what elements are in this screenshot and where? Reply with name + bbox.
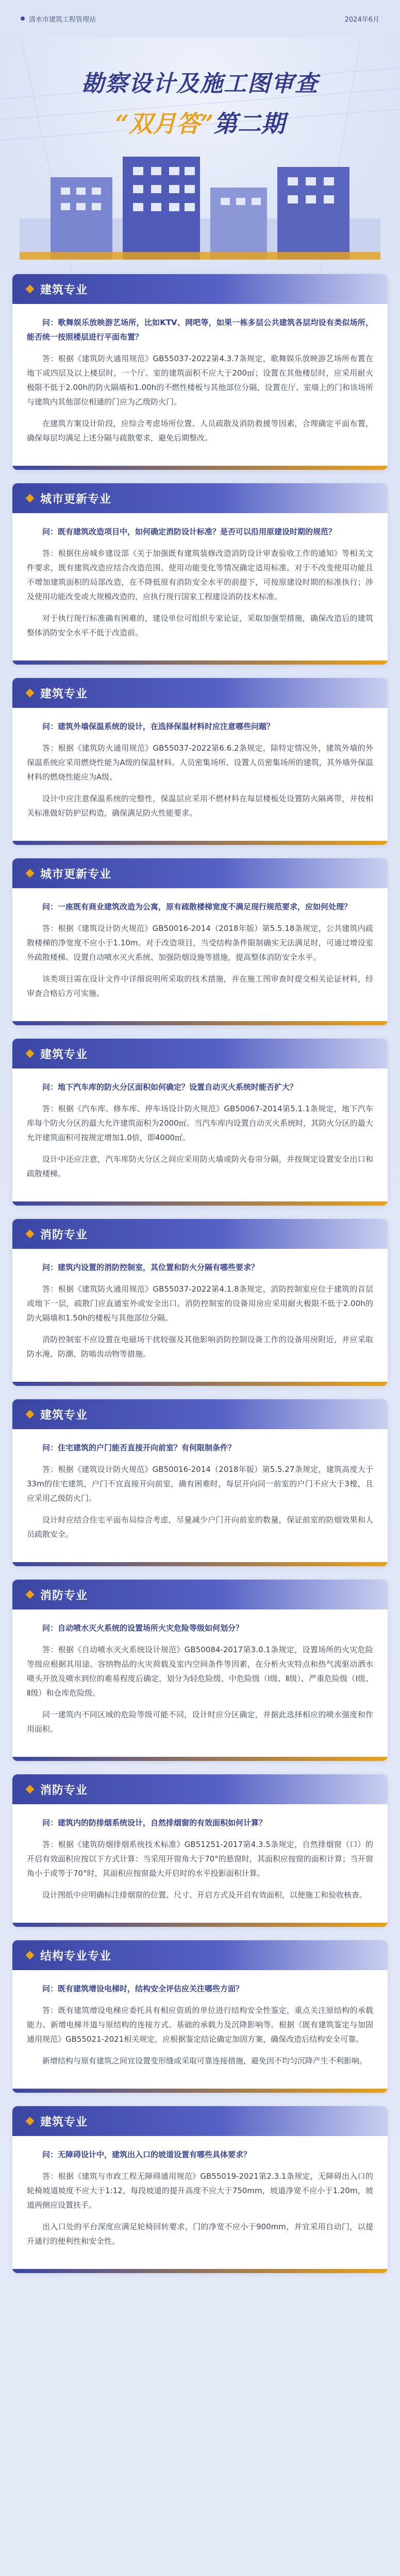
answer-text: 答：根据《建筑设计防火规范》GB50016-2014（2018年版）第5.5.27条规定，建筑高度大于33m的住宅建筑，户门不宜直接开向前室，确有困难时，每层开向同一前室的户门不应大于3樘，且应采用乙级防火门。 (27, 1465, 373, 1503)
section-title: 建筑专业 (40, 1048, 88, 1061)
section-header (12, 1580, 388, 1609)
answer-text: 该类项目需在设计文件中详细说明所采取的技术措施，并在施工图审查时提交相关论证材料，经审查合格后方可实施。 (27, 974, 373, 998)
section-title: 建筑专业 (40, 1409, 88, 1422)
qa-section (12, 274, 388, 470)
answer-text: 设计中应注意保温系统的完整性，保温层应采用不燃材料在每层楼板处设置防火隔离带，并按相关标准做好防护层构造，确保满足防火性能要求。 (27, 794, 373, 818)
section-header (12, 1774, 388, 1804)
hero-subtitle (0, 105, 400, 139)
answer-text: 消防控制室不应设置在电磁场干扰较强及其他影响消防控制设备工作的设备用房附近，并应采取防水淹、防潮、防啮齿动物等措施。 (27, 1335, 373, 1359)
question-text: 问：既有建筑增设电梯时，结构安全评估应关注哪些方面？ (42, 1984, 244, 1993)
section-header (12, 1219, 388, 1249)
section-divider (12, 1757, 388, 1761)
section-header (12, 678, 388, 708)
top-bar (0, 0, 400, 37)
section-divider (12, 841, 388, 845)
section-title: 建筑专业 (40, 283, 88, 297)
question-text: 问：建筑内设置的消防控制室，其位置和防火分隔有哪些要求？ (42, 1263, 259, 1272)
answer-text: 答：根据《建筑防火通用规范》GB55037-2022第4.3.7条规定，歌舞娱乐放映游艺场所布置在地下或四层及以上楼层时，一个厅、室的建筑面积不应大于200㎡；设置在其他楼层时，应采用耐火极限不低于2.00h的防火隔墙和1.00h的不燃性楼板与其他部位分隔，设置在厅、室墙上的门和该场所与建筑内其他部位相通的门应为乙级防火门。 (27, 354, 373, 406)
question-text: 问：既有建筑改造项目中，如何确定消防设计标准？是否可以沿用原建设时期的规范？ (42, 527, 337, 536)
sections-container (0, 274, 400, 2273)
answer-text: 在建筑方案设计阶段，应综合考虑场所位置、人员疏散及消防救援等因素，合理确定平面布置，确保每层均满足上述分隔与疏散要求，避免后期整改。 (27, 419, 373, 443)
section-body (12, 888, 388, 1021)
diamond-icon (26, 494, 35, 503)
qa-section (12, 858, 388, 1025)
section-title: 城市更新专业 (40, 868, 112, 881)
diamond-icon (26, 1590, 35, 1599)
question-text: 问：住宅建筑的户门能否直接开向前室？有何限制条件？ (42, 1443, 236, 1452)
answer-text: 出入口处的平台深度应满足轮椅回转要求，门的净宽不应小于900mm，并宜采用自动门，以提升通行的便利性和安全性。 (27, 2222, 373, 2246)
diamond-icon (26, 2117, 35, 2126)
section-body (12, 1970, 388, 2089)
section-body (12, 1249, 388, 1382)
section-divider (12, 1923, 388, 1927)
diamond-icon (26, 1230, 35, 1239)
question-text: 问：歌舞娱乐放映游艺场所，比如KTV、网吧等，如果一栋多层公共建筑各层均设有类似场所，能否统一按照楼层进行平面布置？ (27, 318, 373, 342)
section-title: 建筑专业 (40, 687, 88, 701)
qa-section (12, 678, 388, 845)
section-header (12, 1399, 388, 1429)
answer-text: 答：根据《建筑防火通用规范》GB55037-2022第6.6.2条规定，除特定情况外，建筑外墙的外保温系统应采用燃烧性能为A级的保温材料。人员密集场所、设置人员密集场所的建筑，其外墙外保温材料的燃烧性能应为A级。 (27, 743, 373, 782)
section-title: 消防专业 (40, 1589, 88, 1602)
section-body (12, 1069, 388, 1201)
qa-section (12, 483, 388, 665)
diamond-icon (26, 1410, 35, 1419)
section-header (12, 483, 388, 513)
qa-section (12, 1399, 388, 1566)
qa-section (12, 1774, 388, 1927)
answer-text: 对于执行现行标准确有困难的，建设单位可组织专家论证，采取加强型措施，确保改造后的建筑整体消防安全水平不低于改造前。 (27, 614, 373, 637)
qa-section (12, 2106, 388, 2273)
section-title: 消防专业 (40, 1228, 88, 1242)
section-divider (12, 2089, 388, 2093)
section-title: 结构专业专业 (40, 1950, 112, 1963)
answer-text: 答：根据《建筑防火通用规范》GB55037-2022第4.1.8条规定，消防控制室应位于建筑的首层或地下一层，疏散门应直通室外或安全出口。消防控制室的设备用房应采用耐火极限不低于2.00h的防火隔墙和1.50h的楼板与其他部位分隔。 (27, 1284, 373, 1323)
section-title: 建筑专业 (40, 2115, 88, 2129)
answer-text: 同一建筑内不同区域的危险等级可能不同，设计时应分区确定，并据此选择相应的喷水强度和作用面积。 (27, 1710, 373, 1734)
section-body (12, 1609, 388, 1757)
org-name: 清水市建筑工程管理站 (29, 15, 96, 24)
qa-section (12, 1940, 388, 2093)
diamond-icon (26, 285, 35, 294)
hero-title: 勘察设计及施工图审查 (81, 71, 319, 97)
diamond-icon (26, 869, 35, 878)
question-text: 问：建筑外墙保温系统的设计，在选择保温材料时应注意哪些问题？ (42, 722, 275, 731)
org-label (21, 14, 96, 24)
diamond-icon (26, 1049, 35, 1058)
section-body (12, 2136, 388, 2269)
section-header (12, 274, 388, 304)
section-divider (12, 1562, 388, 1566)
question-text: 问：无障碍设计中，建筑出入口的坡道设置有哪些具体要求？ (42, 2150, 252, 2159)
issue-date: 2024年6月 (344, 15, 379, 24)
section-divider (12, 1382, 388, 1386)
section-body (12, 1429, 388, 1562)
org-dot-icon (21, 16, 25, 21)
answer-text: 设计时应结合住宅平面布局综合考虑，尽量减少户门开向前室的数量，保证前室的防烟效果和人员疏散安全。 (27, 1515, 373, 1539)
answer-text: 新增结构与原有建筑之间宜设置变形缝或采取可靠连接措施，避免因不均匀沉降产生不利影响。 (42, 2056, 368, 2065)
question-text: 问：地下汽车库的防火分区面积如何确定？设置自动灭火系统时能否扩大？ (42, 1082, 298, 1092)
answer-text: 答：根据《建筑与市政工程无障碍通用规范》GB55019-2021第2.3.1条规定，无障碍出入口的轮椅坡道坡度不应大于1:12，每段坡道的提升高度不应大于750mm，坡道净宽不应小于1.20m，坡道两侧应设置扶手。 (27, 2172, 373, 2210)
section-body (12, 708, 388, 841)
hero-banner (0, 37, 400, 274)
qa-section (12, 1580, 388, 1761)
section-header (12, 858, 388, 888)
answer-text: 答：根据《建筑防烟排烟系统技术标准》GB51251-2017第4.3.5条规定，自然排烟窗（口）的开启有效面积应按以下方式计算：当采用开窗角大于70°的悬窗时，其面积应按窗的面积计算；当开窗角小于或等于70°时，其面积应按窗最大开启时的水平投影面积计算。 (27, 1840, 373, 1878)
answer-text: 答：根据《汽车库、修车库、停车场设计防火规范》GB50067-2014第5.1.1条规定，地下汽车库每个防火分区的最大允许建筑面积为2000㎡。当汽车库内设置自动灭火系统时，其防火分区的最大允许建筑面积可按规定增加1.0倍，即4000㎡。 (27, 1104, 373, 1142)
section-title: 城市更新专业 (40, 493, 112, 506)
section-divider (12, 1201, 388, 1206)
section-body (12, 304, 388, 466)
section-body (12, 513, 388, 660)
question-text: 问：一座既有商业建筑改造为公寓，原有疏散楼梯宽度不满足现行规范要求，应如何处理？ (42, 902, 352, 911)
section-header (12, 1039, 388, 1069)
hero-subtitle-suffix: 第二期 (213, 110, 285, 138)
section-divider (12, 2269, 388, 2273)
section-title: 消防专业 (40, 1784, 88, 1797)
section-body (12, 1804, 388, 1923)
answer-text: 设计图纸中应明确标注排烟窗的位置、尺寸、开启方式及开启有效面积，以便施工和验收核查。 (42, 1890, 368, 1900)
section-header (12, 1940, 388, 1970)
answer-text: 答：根据《自动喷水灭火系统设计规范》GB50084-2017第3.0.1条规定，设置场所的火灾危险等级应根据其用途、容纳物品的火灾荷载及室内空间条件等因素，在分析火灾特点和热气流驱动洒水喷头开放及喷水到位的难易程度后确定，划分为轻危险级、中危险级（Ⅰ级、Ⅱ级）、严重危险级（Ⅰ级、Ⅱ级）和仓库危险级。 (27, 1645, 373, 1698)
hero-subtitle-highlight: “双月答” (115, 110, 214, 138)
answer-text: 答：根据住房城乡建设部《关于加强既有建筑装修改造消防设计审查验收工作的通知》等相关文件要求，既有建筑改造应结合改造范围、使用功能变化等情况确定适用标准。对于不改变使用功能且不增加建筑面积的局部改造，在不降低原有消防安全水平的前提下，可按原建设时期的标准执行；涉及使用功能改变或大规模改造的，应执行现行国家工程建设消防技术标准。 (27, 549, 373, 601)
section-divider (12, 1021, 388, 1025)
qa-section (12, 1219, 388, 1386)
building-illustration-icon (20, 141, 380, 260)
diamond-icon (26, 1951, 35, 1960)
diamond-icon (26, 689, 35, 698)
qa-section (12, 1039, 388, 1206)
section-header (12, 2106, 388, 2136)
answer-text: 答：根据《建筑设计防火规范》GB50016-2014（2018年版）第5.5.18条规定，公共建筑内疏散楼梯的净宽度不应小于1.10m。对于改造项目，当受结构条件限制确实无法满足时，可通过增设室外疏散楼梯、设置自动喷水灭火系统、加强防烟设施等措施，提高整体消防安全水平。 (27, 924, 373, 962)
answer-text: 答：既有建筑增设电梯应委托具有相应资质的单位进行结构安全性鉴定，重点关注原结构的承载能力、新增电梯井道与原结构的连接方式、基础的承载力及沉降影响等。根据《既有建筑鉴定与加固通用规范》GB55021-2021相关规定，应根据鉴定结论确定加固方案，确保改造后结构安全可靠。 (27, 2006, 373, 2044)
question-text: 问：建筑内的防排烟系统设计，自然排烟窗的有效面积如何计算？ (42, 1818, 267, 1827)
section-divider (12, 660, 388, 665)
diamond-icon (26, 1785, 35, 1794)
section-divider (12, 466, 388, 470)
answer-text: 设计中还应注意，汽车库防火分区之间应采用防火墙或防火卷帘分隔，并按规定设置安全出口和疏散楼梯。 (27, 1155, 373, 1178)
question-text: 问：自动喷水灭火系统的设置场所火灾危险等级如何划分？ (42, 1623, 244, 1633)
